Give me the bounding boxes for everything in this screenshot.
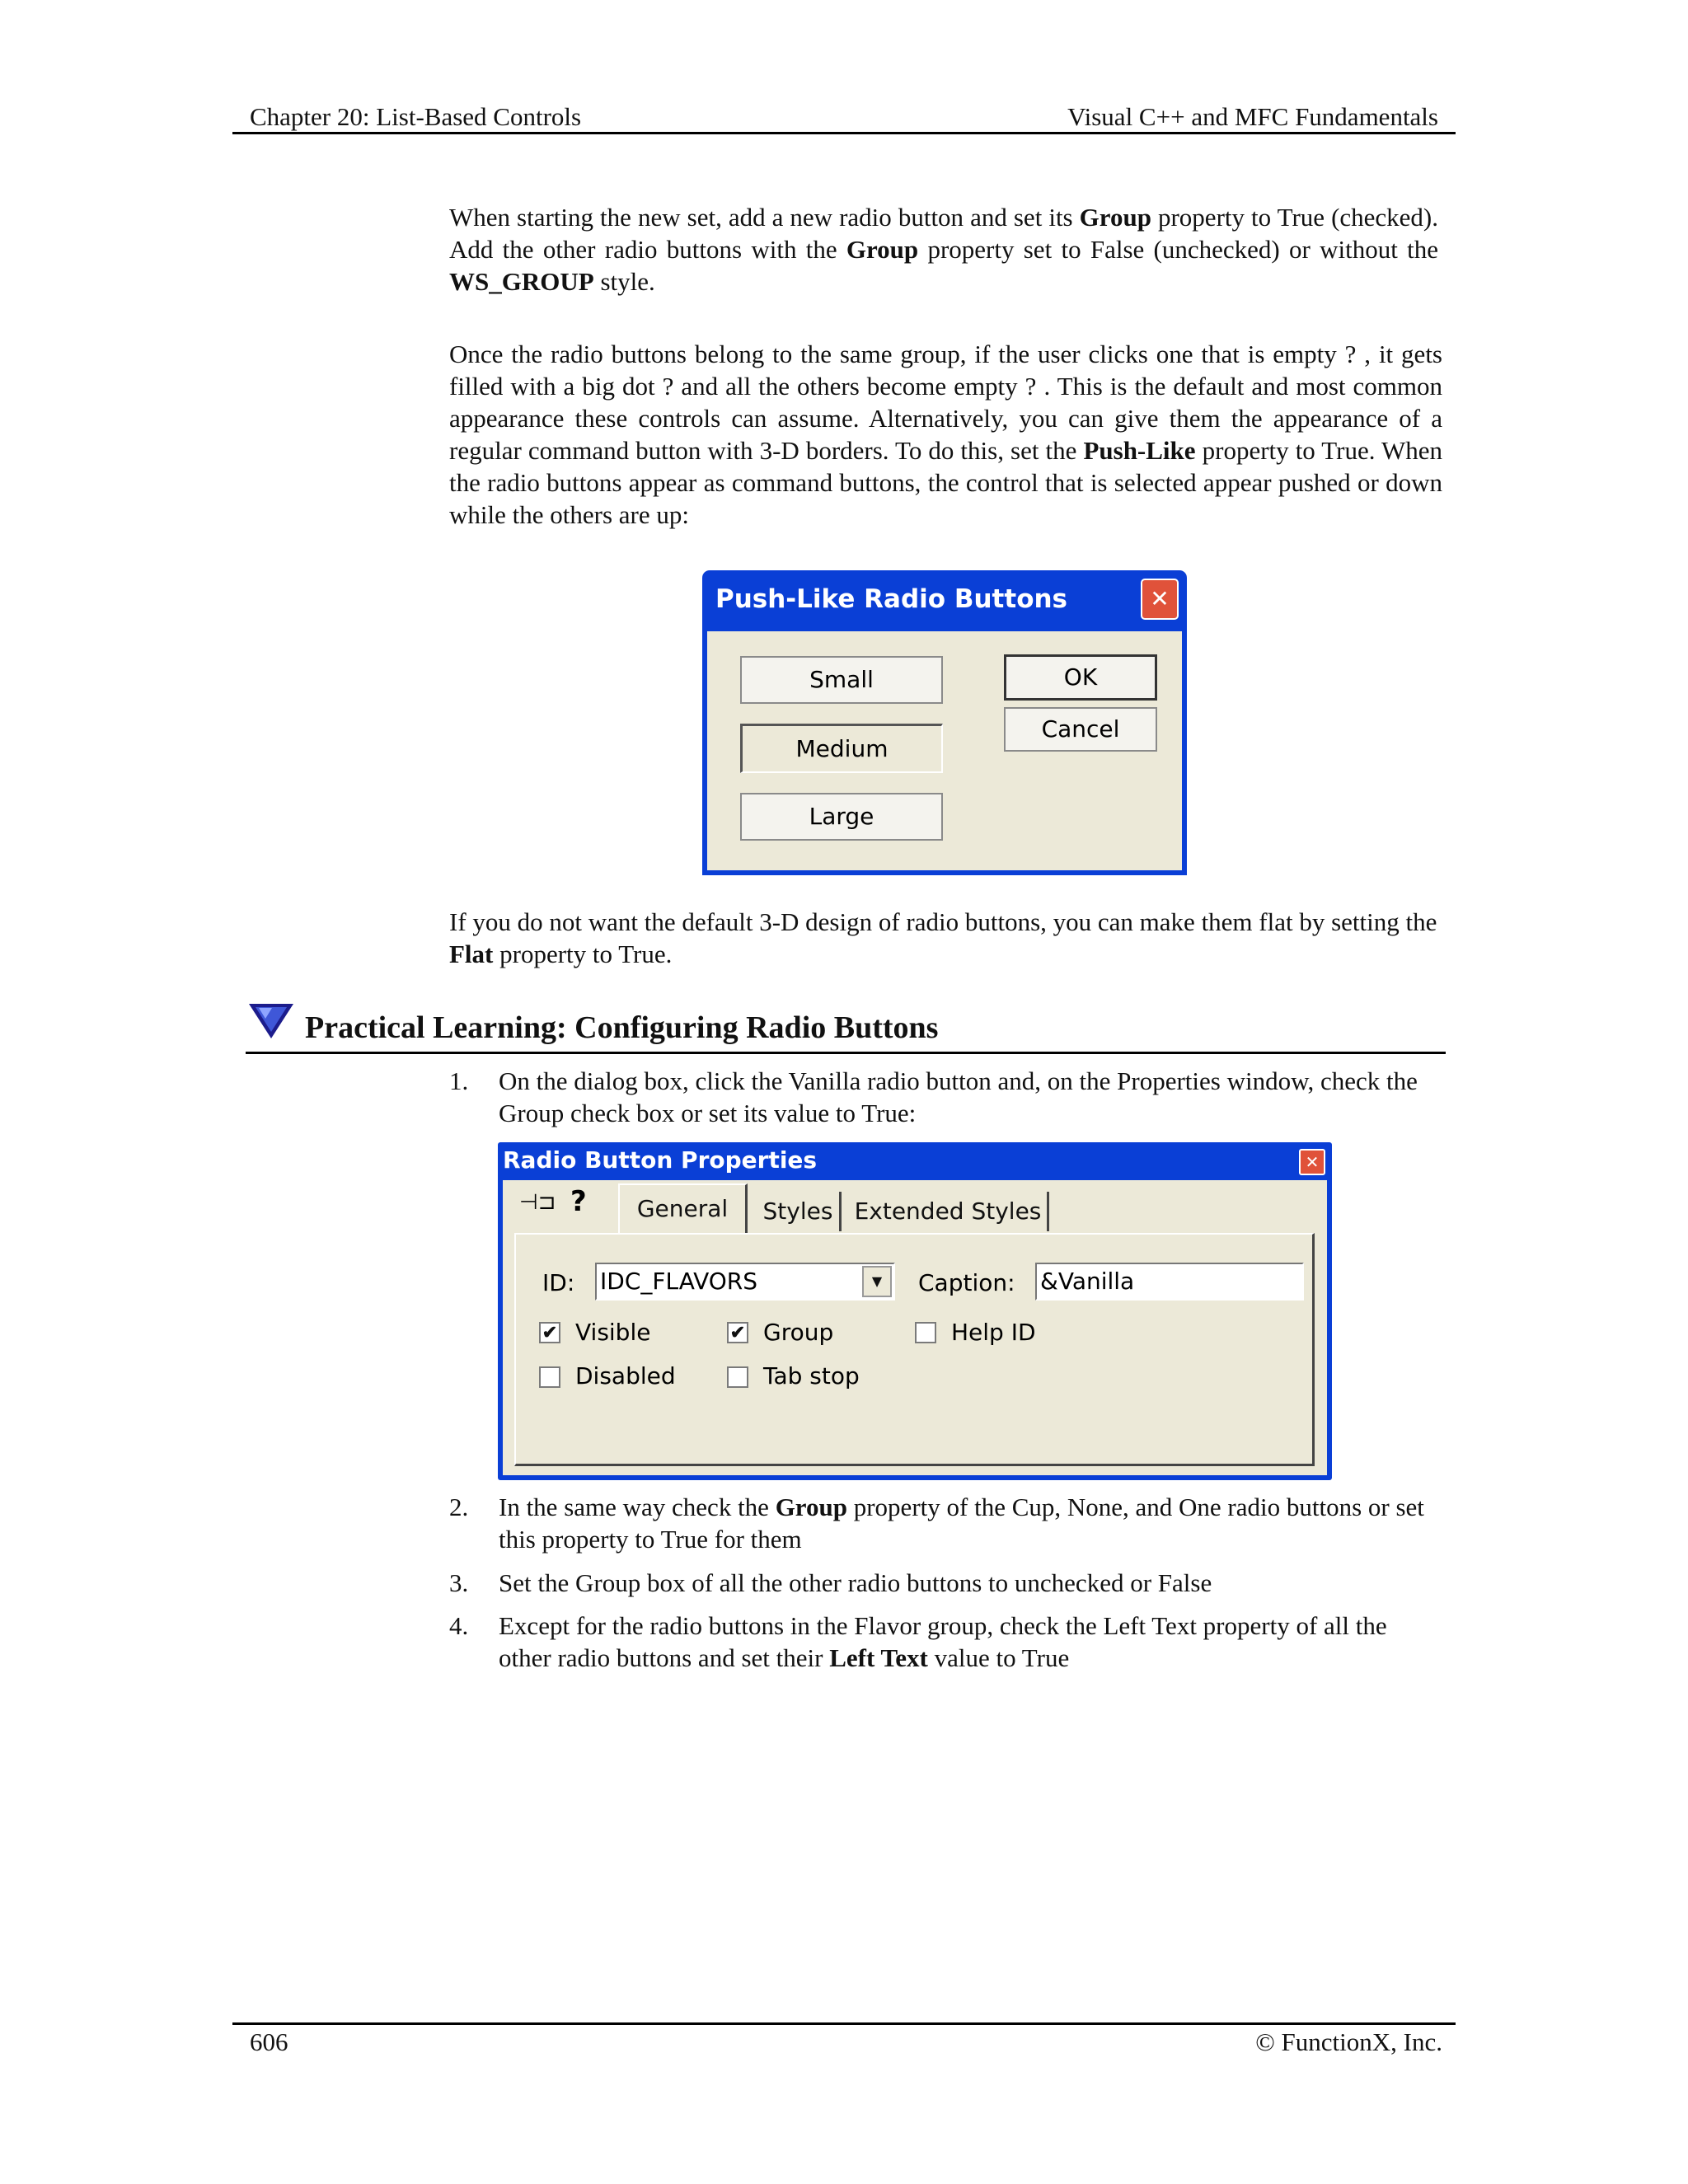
footer-copyright: © FunctionX, Inc.	[1255, 2027, 1442, 2056]
id-label: ID:	[542, 1269, 575, 1296]
cancel-button[interactable]: Cancel	[1004, 707, 1157, 752]
disabled-checkbox[interactable]	[539, 1366, 560, 1388]
chevron-down-icon[interactable]: ▼	[862, 1266, 892, 1297]
tab-extended-styles[interactable]: Extended Styles	[849, 1192, 1049, 1231]
id-value: IDC_FLAVORS	[600, 1268, 758, 1295]
push-like-dialog	[702, 570, 1187, 875]
group-checkbox[interactable]: ✔	[727, 1322, 748, 1343]
page-number: 606	[250, 2027, 288, 2056]
triangle-bullet-icon	[247, 1001, 295, 1040]
tab-stop-label: Tab stop	[763, 1362, 860, 1390]
help-id-label: Help ID	[951, 1319, 1036, 1346]
step-4-text: Except for the radio buttons in the Flavor group, check the Left Text property of all the other radio buttons and set their Left Text value to True	[499, 1611, 1387, 1672]
step-number: 3.	[449, 1568, 469, 1597]
dialog-title: Radio Button Properties	[503, 1146, 818, 1174]
running-header-chapter: Chapter 20: List-Based Controls	[250, 102, 582, 131]
step-3-text: Set the Group box of all the other radio buttons to unchecked or False	[499, 1568, 1212, 1597]
section-heading: Practical Learning: Configuring Radio Buttons	[305, 1010, 939, 1045]
help-id-checkbox[interactable]	[915, 1322, 936, 1343]
header-rule	[232, 132, 1456, 134]
ok-button[interactable]: OK	[1004, 654, 1157, 701]
pin-icon[interactable]: ⊣⊐	[519, 1190, 556, 1215]
group-label: Group	[763, 1319, 834, 1346]
tab-styles[interactable]: Styles	[757, 1192, 842, 1231]
caption-label: Caption:	[918, 1269, 1015, 1296]
intro-paragraph-2: Once the radio buttons belong to the same group, if the user clicks one that is empty ? , it gets filled with a big dot ? and all the others become empty ? . This is the default and most common appearance these controls can assume. Alternatively, you can give them the appearance of a regular command button with 3-D borders. To do this, set the Push-Like property to True. When the radio buttons appear as command buttons, the control that is selected appear pushed or down while the others are up:	[449, 340, 1442, 529]
flat-paragraph: If you do not want the default 3-D design of radio buttons, you can make them flat by setting the Flat property to True.	[449, 907, 1437, 968]
caption-value: &Vanilla	[1040, 1268, 1135, 1295]
small-radio-button[interactable]: Small	[740, 656, 943, 704]
general-tab-panel	[514, 1233, 1315, 1466]
intro-paragraph-1: When starting the new set, add a new radio button and set its Group property to True (checked). Add the other radio buttons with the Group property set to False (unchecked) or without the WS_GROUP style.	[449, 203, 1439, 296]
help-icon[interactable]: ?	[570, 1185, 587, 1218]
section-rule	[246, 1052, 1446, 1054]
step-2-text: In the same way check the Group property of the Cup, None, and One radio buttons or set this property to True for them	[499, 1493, 1424, 1554]
dialog-title: Push-Like Radio Buttons	[715, 584, 1068, 614]
disabled-label: Disabled	[575, 1362, 676, 1390]
step-1-text: On the dialog box, click the Vanilla radio button and, on the Properties window, check the Group check box or set its value to True:	[499, 1066, 1418, 1127]
id-combobox[interactable]	[595, 1263, 895, 1301]
tab-stop-checkbox[interactable]	[727, 1366, 748, 1388]
step-number: 2.	[449, 1493, 469, 1521]
tab-general[interactable]: General	[618, 1183, 748, 1235]
step-number: 1.	[449, 1066, 469, 1095]
visible-label: Visible	[575, 1319, 651, 1346]
radio-button-properties-dialog	[498, 1142, 1332, 1480]
medium-radio-button[interactable]: Medium	[740, 724, 943, 773]
footer-rule	[232, 2022, 1456, 2025]
large-radio-button[interactable]: Large	[740, 793, 943, 841]
close-icon[interactable]: ✕	[1141, 579, 1179, 620]
close-icon[interactable]: ✕	[1299, 1149, 1325, 1175]
running-header-book: Visual C++ and MFC Fundamentals	[1067, 102, 1438, 131]
visible-checkbox[interactable]: ✔	[539, 1322, 560, 1343]
caption-field[interactable]	[1035, 1263, 1304, 1301]
step-number: 4.	[449, 1611, 469, 1640]
